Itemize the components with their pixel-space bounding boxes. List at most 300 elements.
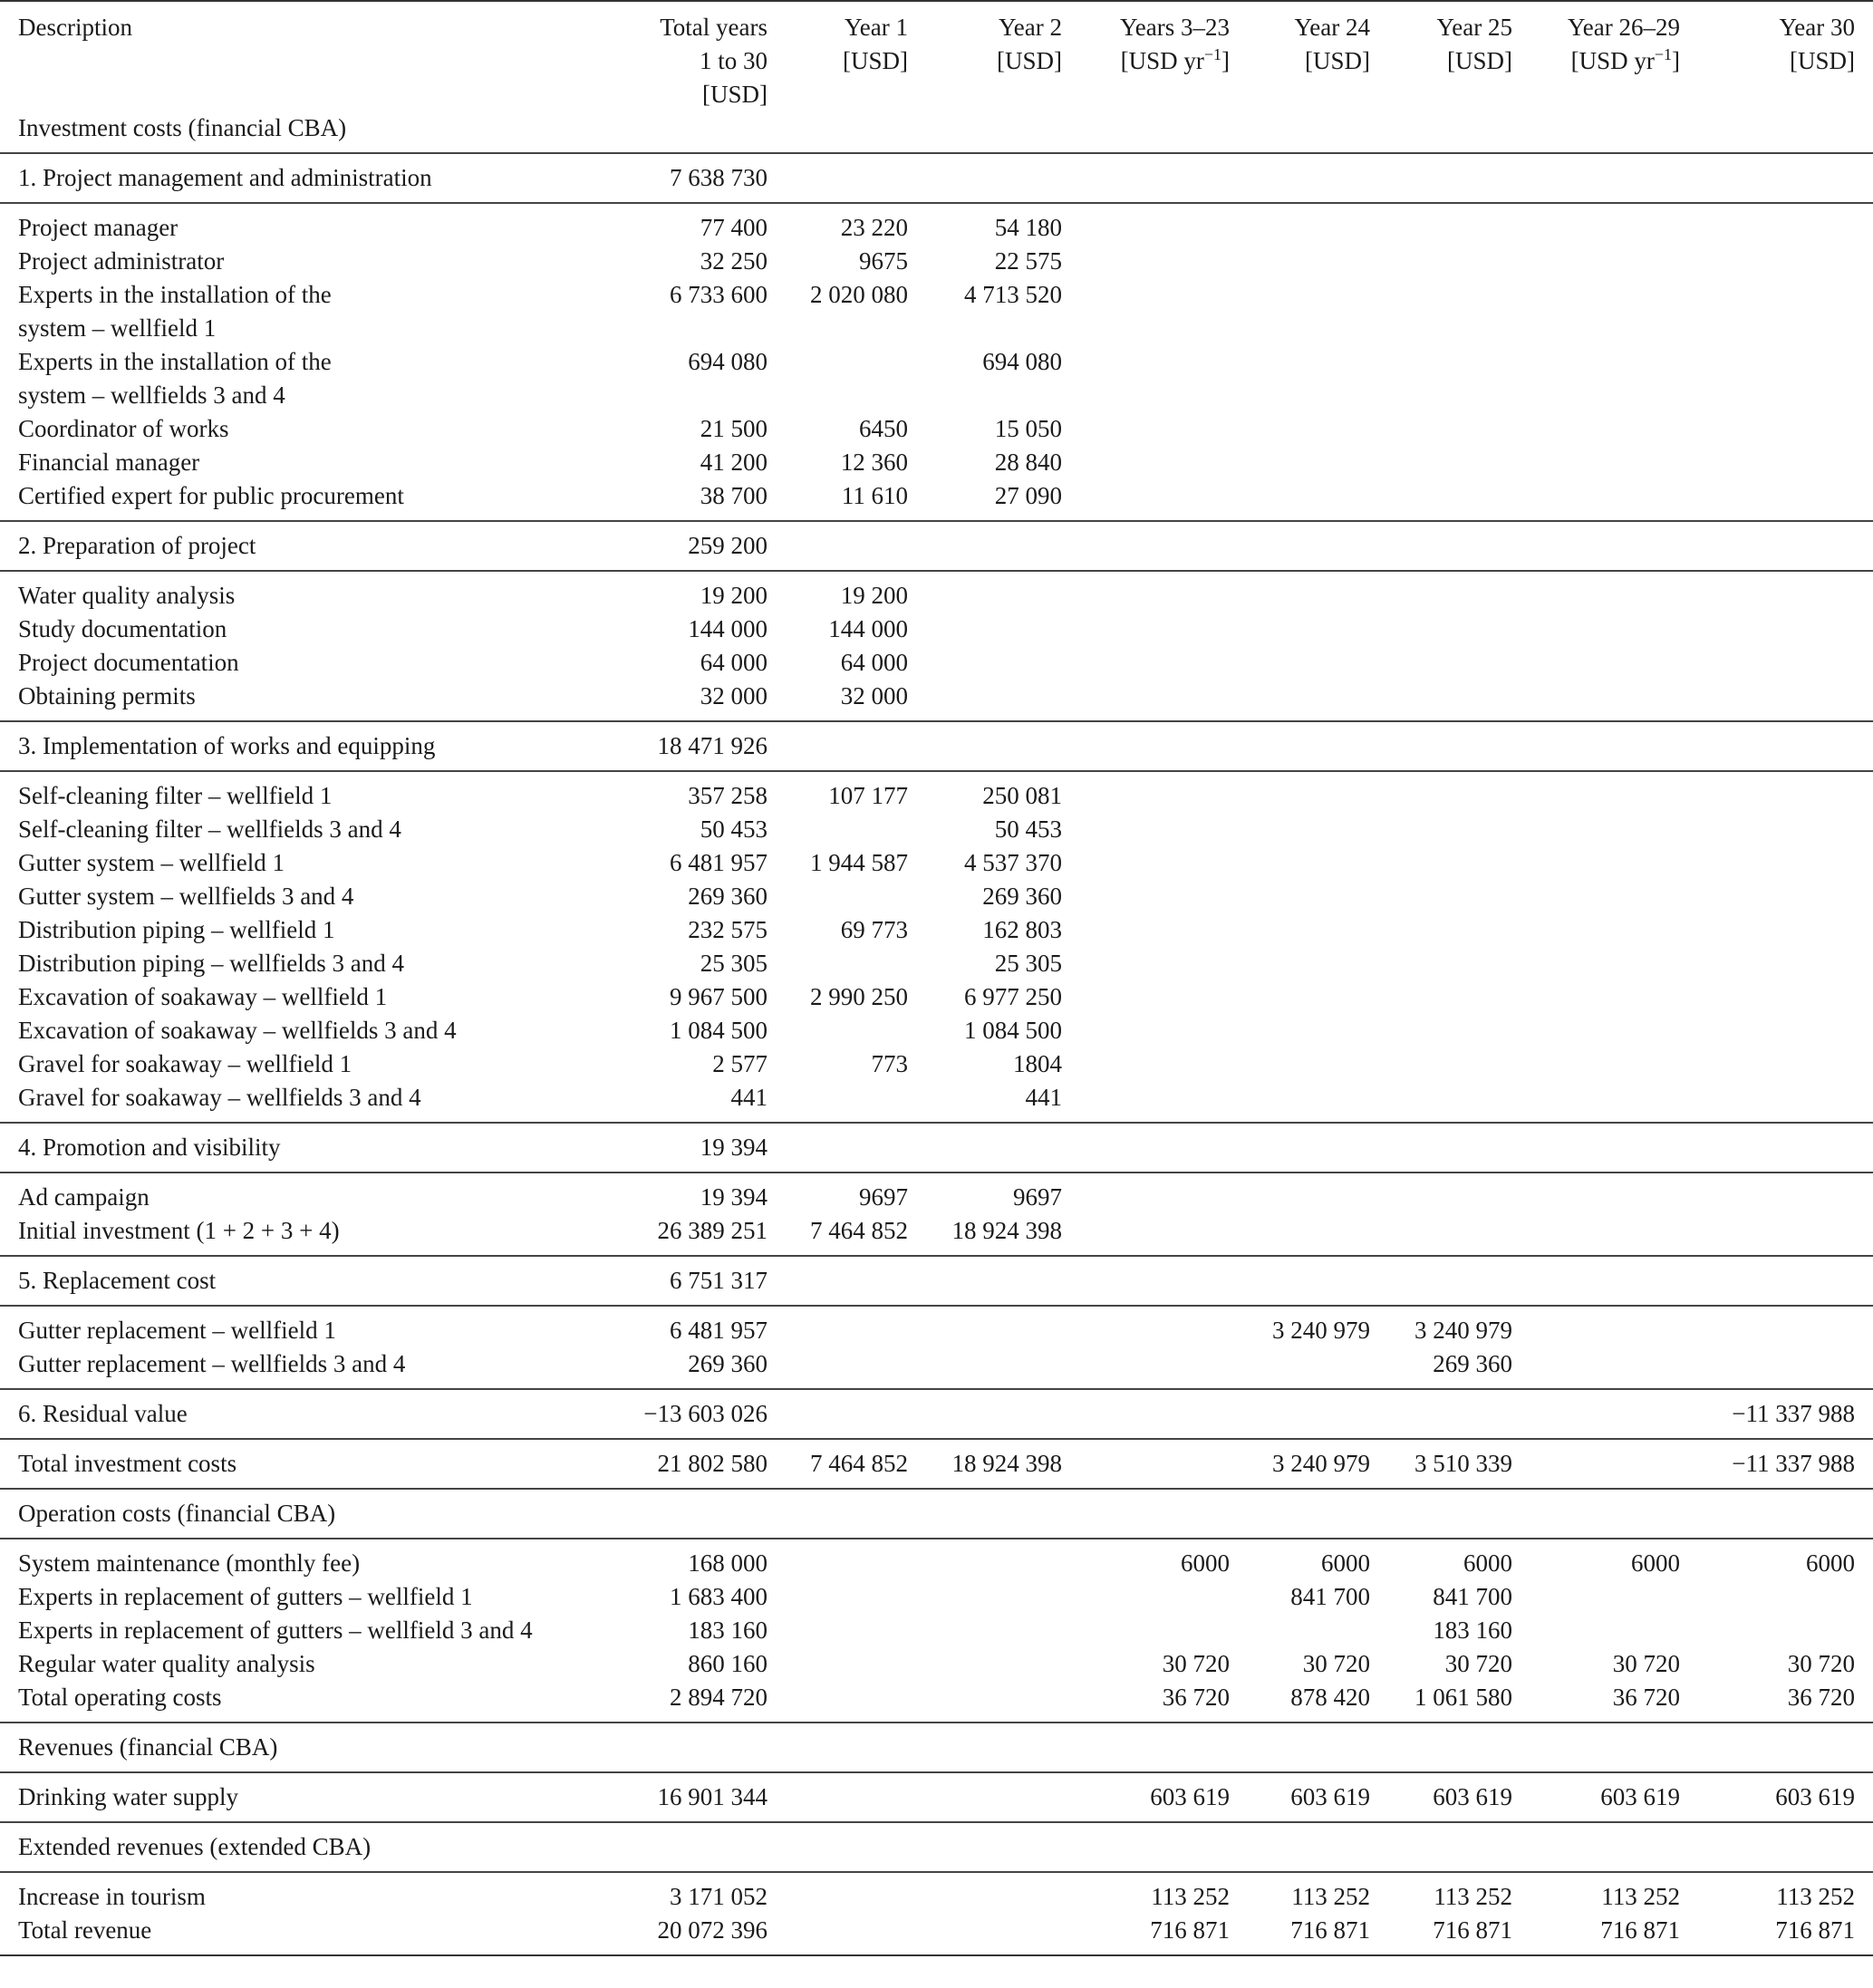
- cell-y1: 107 177: [768, 771, 908, 813]
- cell-y30: −11 337 988: [1680, 1389, 1873, 1439]
- cell-y24: [1230, 880, 1370, 913]
- cell-y1: [768, 521, 908, 571]
- cell-y3-23: [1062, 1306, 1230, 1347]
- table-row: [0, 1173, 1873, 1214]
- cell-y24: [1230, 479, 1370, 521]
- cell-y1: 32 000: [840, 682, 908, 709]
- row-description: Total revenue: [0, 1914, 613, 1955]
- cell-y24: [1230, 245, 1370, 278]
- row-description: Revenues (financial CBA): [0, 1723, 613, 1772]
- cell-y24: 6000: [1230, 1539, 1370, 1580]
- cell-total: 168 000: [613, 1539, 768, 1580]
- cell-y30: [1680, 1822, 1873, 1872]
- cell-y26-29: [1512, 1489, 1680, 1539]
- cell-y26-29: 36 720: [1612, 1684, 1680, 1711]
- row-description: 1. Project management and administration: [0, 153, 613, 203]
- cell-y3-23: [1062, 1214, 1230, 1256]
- cell-y2: 25 305: [994, 950, 1062, 977]
- cell-y25: [1370, 1047, 1512, 1081]
- cell-y2: [908, 1614, 1062, 1647]
- cell-y2: 269 360: [982, 883, 1062, 910]
- cell-y26-29: [1512, 1047, 1680, 1081]
- cell-y30: 603 619: [1680, 1772, 1873, 1822]
- row-description: Regular water quality analysis: [18, 1650, 315, 1677]
- cell-total: 144 000: [688, 615, 768, 642]
- table-row: [0, 412, 1873, 446]
- cell-y24: 878 420: [1290, 1684, 1370, 1711]
- column-header-line: [USD]: [997, 47, 1062, 74]
- cell-y1: 9697: [768, 1173, 908, 1214]
- cell-y30: [1680, 680, 1873, 721]
- cell-y24: [1230, 1389, 1370, 1439]
- cell-y2: 15 050: [994, 415, 1062, 442]
- cell-y24: 113 252: [1230, 1872, 1370, 1914]
- table-row: [0, 278, 1873, 345]
- cell-total: [613, 1723, 768, 1772]
- cell-y3-23: [1062, 1256, 1230, 1306]
- column-header-y26-29: [1512, 1, 1680, 111]
- cell-y26-29: [1512, 1081, 1680, 1123]
- cell-y25: 841 700: [1433, 1583, 1512, 1610]
- cell-y26-29: [1512, 1614, 1680, 1647]
- cell-y1: 2 990 250: [810, 983, 908, 1010]
- cell-y30: [1680, 479, 1873, 521]
- cell-y30: [1680, 613, 1873, 646]
- cell-y2: [908, 1772, 1062, 1822]
- cell-y1: [768, 1822, 908, 1872]
- cell-y3-23: 30 720: [1162, 1650, 1230, 1677]
- cell-y3-23: 6000: [1062, 1539, 1230, 1580]
- cell-y24: [1230, 1723, 1370, 1772]
- cell-y2: [908, 1822, 1062, 1872]
- row-description: Experts in replacement of gutters – wellfield 3 and 4: [18, 1616, 533, 1644]
- cell-total: 77 400: [613, 203, 768, 245]
- cell-y24: [1230, 1173, 1370, 1214]
- cell-y24: [1230, 345, 1370, 412]
- column-header-line: Year 26–29: [1567, 14, 1680, 41]
- cell-y2: [908, 613, 1062, 646]
- cell-y26-29: [1512, 1580, 1680, 1614]
- table-row: [0, 980, 1873, 1014]
- cell-y25: [1370, 980, 1512, 1014]
- cell-total: 38 700: [700, 482, 768, 509]
- column-header-line: [USD]: [702, 81, 768, 108]
- cell-y25: [1370, 1214, 1512, 1256]
- cell-y26-29: [1512, 278, 1680, 345]
- table-row: [0, 680, 1873, 721]
- row-description: Initial investment (1 + 2 + 3 + 4): [18, 1217, 340, 1244]
- row-description: Water quality analysis: [0, 571, 613, 613]
- cell-total: 16 901 344: [613, 1772, 768, 1822]
- cell-y1: 64 000: [840, 649, 908, 676]
- cell-y1: [768, 1681, 908, 1723]
- cell-y24: [1230, 1014, 1370, 1047]
- cell-y30: −11 337 988: [1680, 1439, 1873, 1489]
- cell-y24: [1230, 1347, 1370, 1389]
- row-description: Operation costs (financial CBA): [0, 1489, 613, 1539]
- row-description-line: Experts in the installation of the: [18, 281, 332, 308]
- cell-y24: [1230, 1214, 1370, 1256]
- column-header-line: Total years: [660, 14, 768, 41]
- cell-y2: 694 080: [982, 348, 1062, 375]
- cell-y24: [1230, 721, 1370, 771]
- cell-y26-29: [1512, 1822, 1680, 1872]
- cell-y3-23: [1062, 1389, 1230, 1439]
- cell-y2: [908, 1347, 1062, 1389]
- cell-y2: 54 180: [908, 203, 1062, 245]
- cell-y2: 18 924 398: [951, 1217, 1062, 1244]
- cell-y24: 3 240 979: [1230, 1439, 1370, 1489]
- table-row: [0, 646, 1873, 680]
- row-description: Gravel for soakaway – wellfields 3 and 4: [18, 1084, 421, 1111]
- cell-y26-29: [1512, 613, 1680, 646]
- cell-y30: [1680, 880, 1873, 913]
- cell-y26-29: 6000: [1512, 1539, 1680, 1580]
- cell-y30: [1680, 1723, 1873, 1772]
- cell-y25: 603 619: [1370, 1772, 1512, 1822]
- cell-y2: [908, 153, 1062, 203]
- cell-y1: [768, 721, 908, 771]
- cell-y26-29: [1512, 1123, 1680, 1173]
- table-row: [0, 245, 1873, 278]
- cell-total: 25 305: [700, 950, 768, 977]
- section-row: [0, 1123, 1873, 1173]
- cell-y2: 9697: [908, 1173, 1062, 1214]
- cell-y3-23: [1062, 947, 1230, 980]
- column-header-y24: [1230, 1, 1370, 111]
- row-description: Total operating costs: [18, 1684, 222, 1711]
- cell-y26-29: 113 252: [1512, 1872, 1680, 1914]
- column-header-y3-23: [1062, 1, 1230, 111]
- cell-y26-29: [1512, 913, 1680, 947]
- cell-y24: [1230, 571, 1370, 613]
- cell-total: 32 000: [700, 682, 768, 709]
- cell-y26-29: [1512, 345, 1680, 412]
- cell-total: 18 471 926: [613, 721, 768, 771]
- cell-y2: 1 084 500: [964, 1017, 1062, 1044]
- cell-y30: [1680, 1123, 1873, 1173]
- table-row: [0, 1047, 1873, 1081]
- cell-total: 32 250: [700, 247, 768, 275]
- cell-y3-23: [1062, 846, 1230, 880]
- cell-y1: 6450: [859, 415, 908, 442]
- row-description: Gutter system – wellfield 1: [18, 849, 285, 876]
- column-header-y25: [1370, 1, 1512, 111]
- column-header-line: [USD]: [1447, 47, 1512, 74]
- cell-y25: [1370, 203, 1512, 245]
- cell-y26-29: [1512, 1389, 1680, 1439]
- table-row: [0, 446, 1873, 479]
- cell-y25: [1370, 771, 1512, 813]
- cell-y25: [1370, 880, 1512, 913]
- row-description: Gutter replacement – wellfields 3 and 4: [18, 1350, 406, 1377]
- column-header-line: [USD]: [1305, 47, 1370, 74]
- cell-y3-23: [1062, 721, 1230, 771]
- cell-y3-23: [1062, 1047, 1230, 1081]
- cell-y30: [1680, 571, 1873, 613]
- cell-y24: [1230, 613, 1370, 646]
- cell-y24: [1230, 521, 1370, 571]
- cell-y2: 6 977 250: [964, 983, 1062, 1010]
- cell-y24: [1230, 913, 1370, 947]
- row-description: 3. Implementation of works and equipping: [0, 721, 613, 771]
- cell-y26-29: [1512, 1306, 1680, 1347]
- cell-y2: [908, 1872, 1062, 1914]
- cell-y2: 4 537 370: [964, 849, 1062, 876]
- cell-y24: [1230, 446, 1370, 479]
- cell-y1: 773: [871, 1050, 908, 1077]
- cell-y24: [1230, 153, 1370, 203]
- cell-y24: [1230, 1047, 1370, 1081]
- cell-y2: 1804: [1013, 1050, 1062, 1077]
- cell-total: 7 638 730: [613, 153, 768, 203]
- cell-y26-29: [1512, 245, 1680, 278]
- cell-total: 6 733 600: [670, 281, 768, 308]
- table-row: [0, 1539, 1873, 1580]
- cell-y3-23: [1062, 1347, 1230, 1389]
- row-description: Excavation of soakaway – wellfield 1: [18, 983, 388, 1010]
- column-header-y1: [768, 1, 908, 111]
- cell-total: −13 603 026: [613, 1389, 768, 1439]
- column-header-y2: [908, 1, 1062, 111]
- cell-y1: [768, 813, 908, 846]
- cell-y24: [1230, 813, 1370, 846]
- row-description: Distribution piping – wellfield 1: [18, 916, 335, 943]
- cell-y3-23: [1062, 446, 1230, 479]
- cell-total: 694 080: [688, 348, 768, 375]
- cell-y26-29: 30 720: [1612, 1650, 1680, 1677]
- row-description: [0, 278, 613, 345]
- cell-y3-23: [1062, 1489, 1230, 1539]
- column-header-total: [613, 1, 768, 111]
- cell-y3-23: [1062, 880, 1230, 913]
- cell-y1: 9675: [859, 247, 908, 275]
- column-header-line: [USD $yr^{-1}$]: [1570, 45, 1680, 74]
- cell-y26-29: [1512, 1214, 1680, 1256]
- cell-y1: 144 000: [828, 615, 908, 642]
- section-row: [0, 153, 1873, 203]
- cell-y26-29: [1512, 153, 1680, 203]
- row-description: 4. Promotion and visibility: [0, 1123, 613, 1173]
- table-row: [0, 613, 1873, 646]
- row-description: Extended revenues (extended CBA): [0, 1822, 613, 1872]
- table-row: [0, 1872, 1873, 1914]
- cell-y25: [1370, 1822, 1512, 1872]
- cell-y25: [1370, 947, 1512, 980]
- cell-total: 860 160: [688, 1650, 768, 1677]
- row-description: Coordinator of works: [18, 415, 229, 442]
- cell-y30: [1680, 1614, 1873, 1647]
- cell-total: 6 481 957: [670, 849, 768, 876]
- cell-y26-29: [1512, 813, 1680, 846]
- column-header-line: [USD]: [1790, 47, 1855, 74]
- cell-y24: [1230, 1123, 1370, 1173]
- cell-y26-29: [1512, 446, 1680, 479]
- cell-y26-29: [1512, 980, 1680, 1014]
- cell-y1: [768, 1489, 908, 1539]
- cell-y25: [1370, 1014, 1512, 1047]
- cell-y30: [1680, 521, 1873, 571]
- cell-y25: 1 061 580: [1414, 1684, 1512, 1711]
- cell-y24: 30 720: [1302, 1650, 1370, 1677]
- row-description: Self-cleaning filter – wellfield 1: [0, 771, 613, 813]
- column-header-line: [USD $yr^{-1}$]: [1120, 45, 1230, 74]
- cell-y25: [1370, 846, 1512, 880]
- cell-total: 441: [730, 1084, 768, 1111]
- cell-y1: 7 464 852: [768, 1439, 908, 1489]
- cell-y26-29: [1512, 521, 1680, 571]
- table-row: [0, 1681, 1873, 1723]
- table-row: [0, 479, 1873, 521]
- cell-total: 259 200: [613, 521, 768, 571]
- cell-y25: [1370, 646, 1512, 680]
- cell-y3-23: [1062, 1822, 1230, 1872]
- cell-y24: [1230, 646, 1370, 680]
- cell-y24: [1230, 980, 1370, 1014]
- cell-y2: 50 453: [994, 815, 1062, 843]
- cell-y1: [768, 1772, 908, 1822]
- cell-total: 26 389 251: [657, 1217, 768, 1244]
- cell-y1: [768, 1647, 908, 1681]
- cell-y3-23: [1062, 1723, 1230, 1772]
- row-description: Increase in tourism: [0, 1872, 613, 1914]
- cell-y1: [768, 345, 908, 412]
- cell-y1: [768, 1123, 908, 1173]
- row-description: Project manager: [0, 203, 613, 245]
- cell-y25: [1370, 521, 1512, 571]
- cell-y26-29: [1512, 721, 1680, 771]
- cell-y30: [1680, 278, 1873, 345]
- table-row: [0, 1347, 1873, 1389]
- cell-y25: [1370, 1256, 1512, 1306]
- cell-y26-29: [1512, 571, 1680, 613]
- cell-y1: 1 944 587: [810, 849, 908, 876]
- table-row: [0, 771, 1873, 813]
- cell-y25: 6000: [1370, 1539, 1512, 1580]
- cell-y1: [768, 1081, 908, 1123]
- section-row: [0, 1822, 1873, 1872]
- section-row: [0, 1772, 1873, 1822]
- cell-y25: 716 871: [1370, 1914, 1512, 1955]
- cell-y2: 441: [1025, 1084, 1062, 1111]
- cell-y1: [768, 1347, 908, 1389]
- cell-y3-23: 716 871: [1062, 1914, 1230, 1955]
- cell-y24: 841 700: [1290, 1583, 1370, 1610]
- cell-y30: 6000: [1680, 1539, 1873, 1580]
- cell-y1: [768, 153, 908, 203]
- cell-y24: [1230, 412, 1370, 446]
- cell-y25: [1370, 345, 1512, 412]
- cell-y2: [908, 646, 1062, 680]
- cell-y3-23: [1062, 1439, 1230, 1489]
- cell-total: [613, 1489, 768, 1539]
- cell-y2: 4 713 520: [964, 281, 1062, 308]
- cell-y2: [908, 1539, 1062, 1580]
- cell-y26-29: [1512, 947, 1680, 980]
- row-description: 5. Replacement cost: [0, 1256, 613, 1306]
- cell-y3-23: [1062, 813, 1230, 846]
- table-body: [0, 153, 1873, 1955]
- cell-y2: [908, 1389, 1062, 1439]
- cell-y30: [1680, 913, 1873, 947]
- cell-y24: [1230, 1614, 1370, 1647]
- cell-y1: 19 200: [768, 571, 908, 613]
- table-row: [0, 947, 1873, 980]
- cell-y26-29: [1512, 412, 1680, 446]
- cell-y30: [1680, 813, 1873, 846]
- cell-y3-23: [1062, 1081, 1230, 1123]
- cell-total: 232 575: [688, 916, 768, 943]
- cell-total: 1 084 500: [670, 1017, 768, 1044]
- cell-y25: [1370, 613, 1512, 646]
- cell-y1: [768, 1256, 908, 1306]
- cell-y30: [1680, 947, 1873, 980]
- table-row: [0, 1081, 1873, 1123]
- cell-y25: [1370, 813, 1512, 846]
- cell-y2: [908, 1489, 1062, 1539]
- cell-y1: [768, 880, 908, 913]
- column-header-line: 1 to 30: [699, 47, 768, 74]
- row-description: Total investment costs: [0, 1439, 613, 1489]
- cell-y1: [768, 1614, 908, 1647]
- cell-y30: [1680, 345, 1873, 412]
- cell-y3-23: [1062, 1123, 1230, 1173]
- cell-y24: 603 619: [1230, 1772, 1370, 1822]
- cell-y30: [1680, 846, 1873, 880]
- cell-total: 19 200: [613, 571, 768, 613]
- cell-y30: [1680, 245, 1873, 278]
- cell-total: 269 360: [688, 883, 768, 910]
- table-header: [0, 1, 1873, 153]
- cell-y30: [1680, 153, 1873, 203]
- cell-y24: [1230, 846, 1370, 880]
- cell-y30: [1680, 412, 1873, 446]
- cell-y25: [1370, 1389, 1512, 1439]
- cell-y25: [1370, 479, 1512, 521]
- cell-y24: [1230, 680, 1370, 721]
- cell-y30: [1680, 1256, 1873, 1306]
- table-row: [0, 345, 1873, 412]
- column-header-y30: [1680, 1, 1873, 111]
- cell-y26-29: [1512, 1439, 1680, 1489]
- cell-y26-29: [1512, 1173, 1680, 1214]
- cell-y25: 30 720: [1444, 1650, 1512, 1677]
- table-row: [0, 1306, 1873, 1347]
- cell-y30: [1680, 980, 1873, 1014]
- cell-y26-29: [1512, 646, 1680, 680]
- cell-y3-23: [1062, 203, 1230, 245]
- cell-total: 357 258: [613, 771, 768, 813]
- row-description: Gutter replacement – wellfield 1: [0, 1306, 613, 1347]
- table-row: [0, 880, 1873, 913]
- cell-y30: [1680, 1047, 1873, 1081]
- row-description-line: system – wellfields 3 and 4: [18, 381, 285, 409]
- cell-y30: [1680, 203, 1873, 245]
- table-row: [0, 1647, 1873, 1681]
- cell-y24: 716 871: [1230, 1914, 1370, 1955]
- cell-y2: 250 081: [908, 771, 1062, 813]
- cell-y24: [1230, 278, 1370, 345]
- cell-y3-23: 113 252: [1062, 1872, 1230, 1914]
- cell-y1: [768, 1580, 908, 1614]
- cell-y3-23: [1062, 913, 1230, 947]
- table-row: [0, 1614, 1873, 1647]
- cell-y3-23: [1062, 1614, 1230, 1647]
- cell-total: 2 894 720: [670, 1684, 768, 1711]
- cell-y26-29: [1512, 1723, 1680, 1772]
- row-description: Experts in replacement of gutters – wellfield 1: [18, 1583, 473, 1610]
- header-row: [0, 1, 1873, 111]
